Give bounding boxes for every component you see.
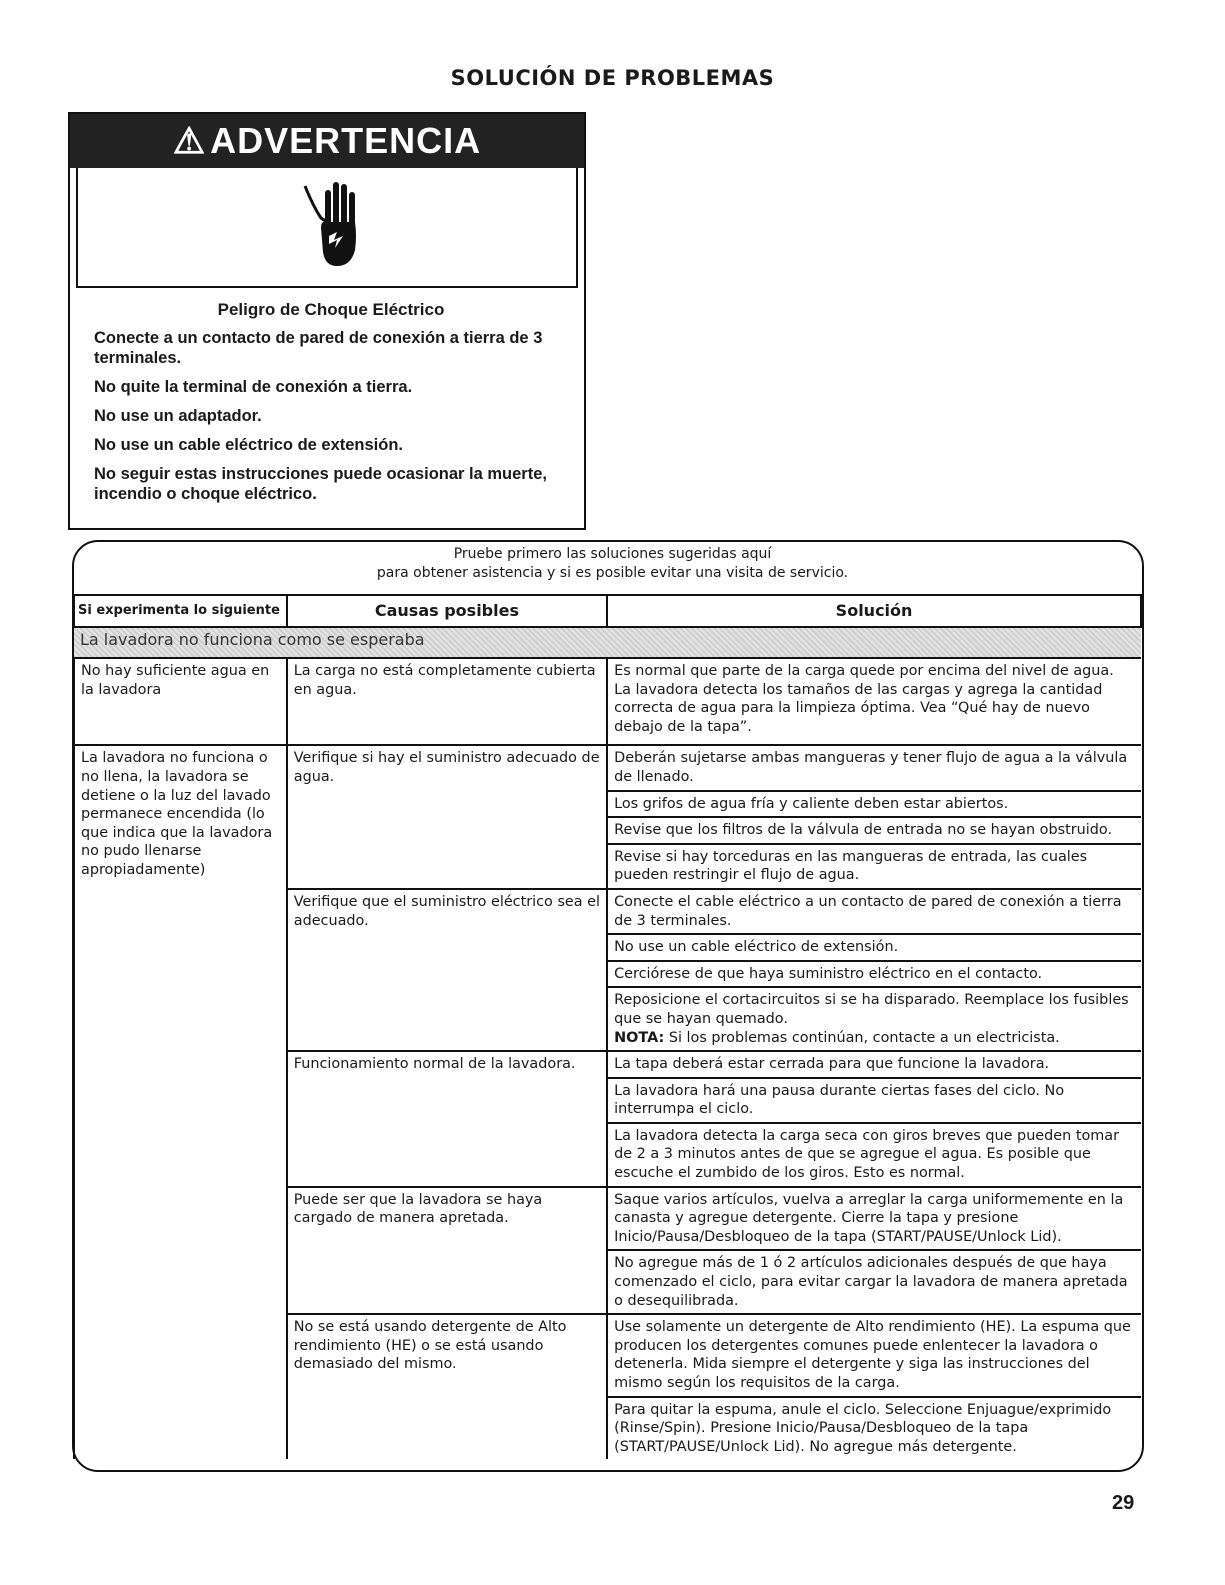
symptom-cell: La lavadora no funciona o no llena, la lavadora se detiene o la luz del lavado permanece encendida (lo que indica que la lavadora no pudo llenarse apropiadamente)	[74, 745, 287, 1459]
note-label: NOTA:	[614, 1029, 665, 1046]
solution-cell: Revise que los filtros de la válvula de entrada no se hayan obstruido.	[607, 817, 1141, 844]
warning-line: No seguir estas instrucciones puede ocasionar la muerte, incendio o choque eléctrico.	[94, 465, 547, 503]
intro-line: Pruebe primero las soluciones sugeridas aquí	[453, 546, 772, 562]
category-row	[74, 627, 1141, 658]
cause-cell: Puede ser que la lavadora se haya cargado de manera apretada.	[287, 1187, 607, 1315]
solution-cell: Deberán sujetarse ambas mangueras y tener flujo de agua a la válvula de llenado.	[607, 745, 1141, 790]
solution-cell: La lavadora hará una pausa durante ciertas fases del ciclo. No interrumpa el ciclo.	[607, 1078, 1141, 1123]
warning-heading: ADVERTENCIA	[210, 120, 482, 161]
page-number: 29	[1112, 1492, 1135, 1514]
intro-line: para obtener asistencia y si es posible evitar una visita de servicio.	[376, 565, 849, 581]
page-title: SOLUCIÓN DE PROBLEMAS	[450, 66, 775, 90]
cause-cell: Funcionamiento normal de la lavadora.	[287, 1051, 607, 1187]
solution-cell: Use solamente un detergente de Alto rendimiento (HE). La espuma que producen los detergentes comunes puede enlentecer la lavadora o detenerla. Mida siempre el detergente y siga las instrucciones del mismo según los requisitos de la carga.	[607, 1314, 1141, 1396]
warning-subtitle: Peligro de Choque Eléctrico	[217, 300, 445, 319]
solution-cell: Saque varios artículos, vuelva a arreglar la carga uniformemente en la canasta y agregue detergente. Cierre la tapa y presione Inicio/Pausa/Desbloqueo de la tapa (START/PAUSE/Unlock Lid).	[607, 1187, 1141, 1251]
solution-cell: Los grifos de agua fría y caliente deben estar abiertos.	[607, 791, 1141, 818]
warning-body	[70, 288, 584, 513]
warning-icon-panel	[76, 168, 578, 288]
intro-text	[0, 545, 1225, 583]
solution-cell: Revise si hay torceduras en las mangueras de entrada, las cuales pueden restringir el flujo de agua.	[607, 844, 1141, 889]
solution-cell: Cerciórese de que haya suministro eléctrico en el contacto.	[607, 961, 1141, 988]
solution-cell: Conecte el cable eléctrico a un contacto de pared de conexión a tierra de 3 terminales.	[607, 889, 1141, 934]
warning-box	[68, 112, 586, 530]
solution-cell: La lavadora detecta la carga seca con giros breves que pueden tomar de 2 a 3 minutos antes de que se agregue el agua. Es posible que escuche el zumbido de los giros. Esto es normal.	[607, 1123, 1141, 1187]
cause-cell: No se está usando detergente de Alto rendimiento (HE) o se está usando demasiado del mismo.	[287, 1314, 607, 1459]
solution-cell: Es normal que parte de la carga quede por encima del nivel de agua. La lavadora detecta los tamaños de las cargas y agrega la cantidad correcta de agua para la limpieza óptima. Vea “Qué hay de nuevo debajo de la tapa”.	[607, 658, 1141, 745]
solution-cell: No use un cable eléctrico de extensión.	[607, 934, 1141, 961]
solution-cell: La tapa deberá estar cerrada para que funcione la lavadora.	[607, 1051, 1141, 1078]
category-label: La lavadora no funciona como se esperaba	[74, 627, 1141, 658]
cause-cell: La carga no está completamente cubierta en agua.	[287, 658, 607, 745]
solution-cell: No agregue más de 1 ó 2 artículos adicionales después de que haya comenzado el ciclo, para evitar cargar la lavadora de manera apretada o desequilibrada.	[607, 1250, 1141, 1314]
solution-note	[614, 1029, 1135, 1048]
note-text: Si los problemas continúan, contacte a un electricista.	[668, 1029, 1060, 1046]
table-header-row	[74, 595, 1141, 627]
warning-triangle-icon: ⚠	[172, 120, 207, 161]
solution-cell	[607, 987, 1141, 1051]
warning-line: No use un adaptador.	[94, 407, 262, 425]
warning-header	[70, 114, 584, 168]
column-header: Causas posibles	[287, 595, 607, 627]
column-header: Si experimenta lo siguiente	[74, 595, 287, 627]
cause-cell: Verifique si hay el suministro adecuado de agua.	[287, 745, 607, 889]
cause-cell: Verifique que el suministro eléctrico sea el adecuado.	[287, 889, 607, 1051]
warning-line: No quite la terminal de conexión a tierra.	[94, 378, 413, 396]
table-row	[74, 658, 1141, 745]
warning-line: Conecte a un contacto de pared de conexión a tierra de 3 terminales.	[94, 329, 543, 367]
solution-cell: Para quitar la espuma, anule el ciclo. Seleccione Enjuague/exprimido (Rinse/Spin). Presione Inicio/Pausa/Desbloqueo de la tapa (START/PAUSE/Unlock Lid). No agregue más detergente.	[614, 1401, 1112, 1455]
warning-line: No use un cable eléctrico de extensión.	[94, 436, 404, 454]
table-row	[74, 745, 1141, 790]
troubleshooting-table	[73, 594, 1142, 1459]
column-header: Solución	[607, 595, 1141, 627]
electric-shock-hand-icon	[303, 176, 363, 276]
solution-text: Reposicione el cortacircuitos si se ha disparado. Reemplace los fusibles que se hayan quemado.	[614, 992, 1129, 1027]
symptom-cell: No hay suficiente agua en la lavadora	[74, 658, 287, 745]
